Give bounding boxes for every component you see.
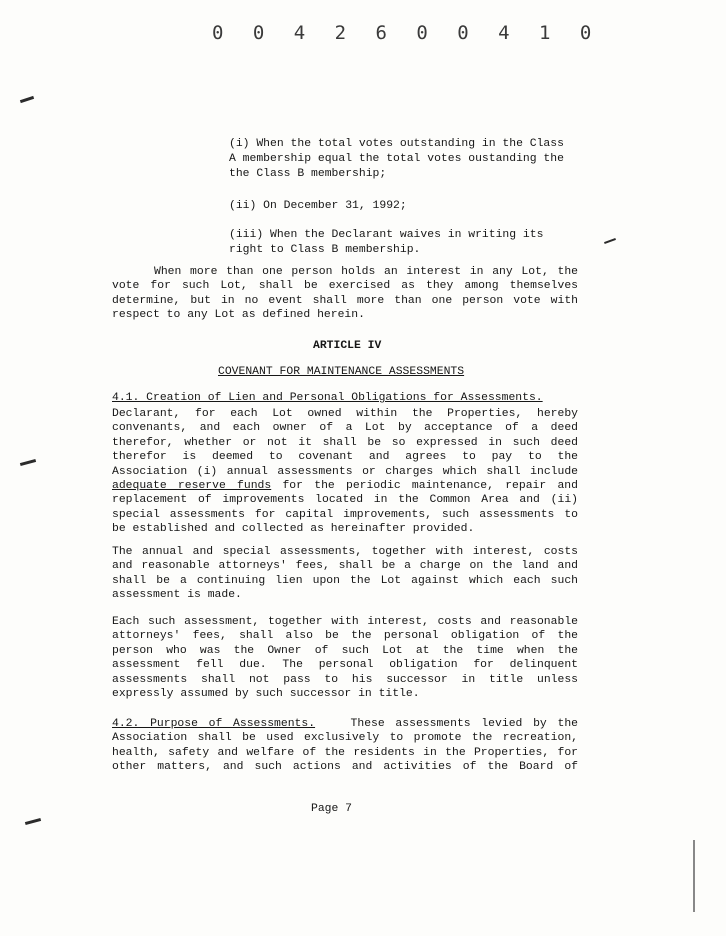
clause-line: the Class B membership; xyxy=(229,168,387,180)
paragraph-line: These assessments levied by the xyxy=(350,718,578,730)
scan-mark xyxy=(20,459,36,466)
paragraph-line: special assessments for capital improvements, such assessments to xyxy=(112,508,578,521)
scan-mark xyxy=(25,818,41,825)
clause-line: A membership equal the total votes oustanding the xyxy=(229,153,564,165)
paragraph-line: expressly assumed by such successor in title. xyxy=(112,688,420,701)
clause-line: right to Class B membership. xyxy=(229,244,421,256)
paragraph-line: attorneys' fees, shall also be the personal obligation of the xyxy=(112,630,578,643)
paragraph-line: replacement of improvements located in the Common Area and (ii) xyxy=(112,494,578,507)
paragraph-line: therefor is deemed to covenant and agrees to pay to the xyxy=(112,451,578,464)
scan-mark xyxy=(604,238,616,244)
section-4-1-heading: 4.1. Creation of Lien and Personal Obligations for Assessments. xyxy=(112,392,543,404)
paragraph-line: assessment is made. xyxy=(112,589,242,602)
article-number: ARTICLE IV xyxy=(313,340,382,352)
interest-paragraph xyxy=(112,545,578,603)
paragraph-line: Each such assessment, together with interest, costs and reasonable xyxy=(112,616,578,628)
paragraph-line: vote for such Lot, shall be exercised as they among themselves xyxy=(112,280,578,293)
paragraph-line: determine, but in no event shall more than one person vote with xyxy=(112,294,578,307)
page-number: Page 7 xyxy=(311,803,353,815)
section-4-2 xyxy=(112,717,578,775)
scan-number: 0 0 4 2 6 0 0 4 1 0 xyxy=(212,22,601,44)
clause-line: (ii) On December 31, 1992; xyxy=(229,200,407,212)
clause-ii xyxy=(229,199,407,214)
paragraph-line: other matters, and such actions and activities of the Board of xyxy=(112,761,578,774)
paragraph-line: assessments shall not pass to his successor in title unless xyxy=(112,673,578,686)
section-4-2-heading: 4.2. Purpose of Assessments. xyxy=(112,718,316,730)
personal-obligation-paragraph xyxy=(112,615,578,701)
paragraph-line: health, safety and welfare of the residents in the Properties, for xyxy=(112,746,578,759)
paragraph-line: convenants, and each owner of a Lot by acceptance of a deed xyxy=(112,422,578,435)
paragraph-line: and reasonable attorneys' fees, shall be a charge on the land and xyxy=(112,560,578,573)
paragraph-line: be established and collected as hereinafter provided. xyxy=(112,523,475,536)
paragraph-line: shall be a continuing lien upon the Lot against which each such xyxy=(112,574,578,587)
clause-line: (iii) When the Declarant waives in writing its xyxy=(229,229,544,241)
paragraph-line: assessment fell due. The personal obligation for delinquent xyxy=(112,659,578,672)
paragraph-line: therefor, whether or not it shall be so expressed in such deed xyxy=(112,436,578,449)
section-4-1-body xyxy=(112,407,578,537)
scan-mark xyxy=(20,96,34,103)
article-title: COVENANT FOR MAINTENANCE ASSESSMENTS xyxy=(218,366,465,378)
paragraph-line: Declarant, for each Lot owned within the Properties, hereby xyxy=(112,408,578,420)
clause-i xyxy=(229,137,564,182)
underlined-phrase: adequate reserve funds xyxy=(112,480,272,493)
multiple-owner-paragraph xyxy=(112,265,578,323)
paragraph-line: adequate reserve funds for the periodic maintenance, repair and xyxy=(112,480,578,493)
paragraph-line: respect to any Lot as defined herein. xyxy=(112,309,365,322)
paragraph-line: Association (i) annual assessments or charges which shall include xyxy=(112,465,578,478)
paragraph-line: Association shall be used exclusively to promote the recreation, xyxy=(112,732,578,745)
scan-edge xyxy=(693,840,695,912)
paragraph-line: When more than one person holds an interest in any Lot, the xyxy=(154,266,578,278)
clause-line: (i) When the total votes outstanding in the Class xyxy=(229,138,564,150)
paragraph-line: person who was the Owner of such Lot at the time when the xyxy=(112,644,578,657)
clause-iii xyxy=(229,228,543,258)
paragraph-line: The annual and special assessments, together with interest, costs xyxy=(112,546,578,558)
